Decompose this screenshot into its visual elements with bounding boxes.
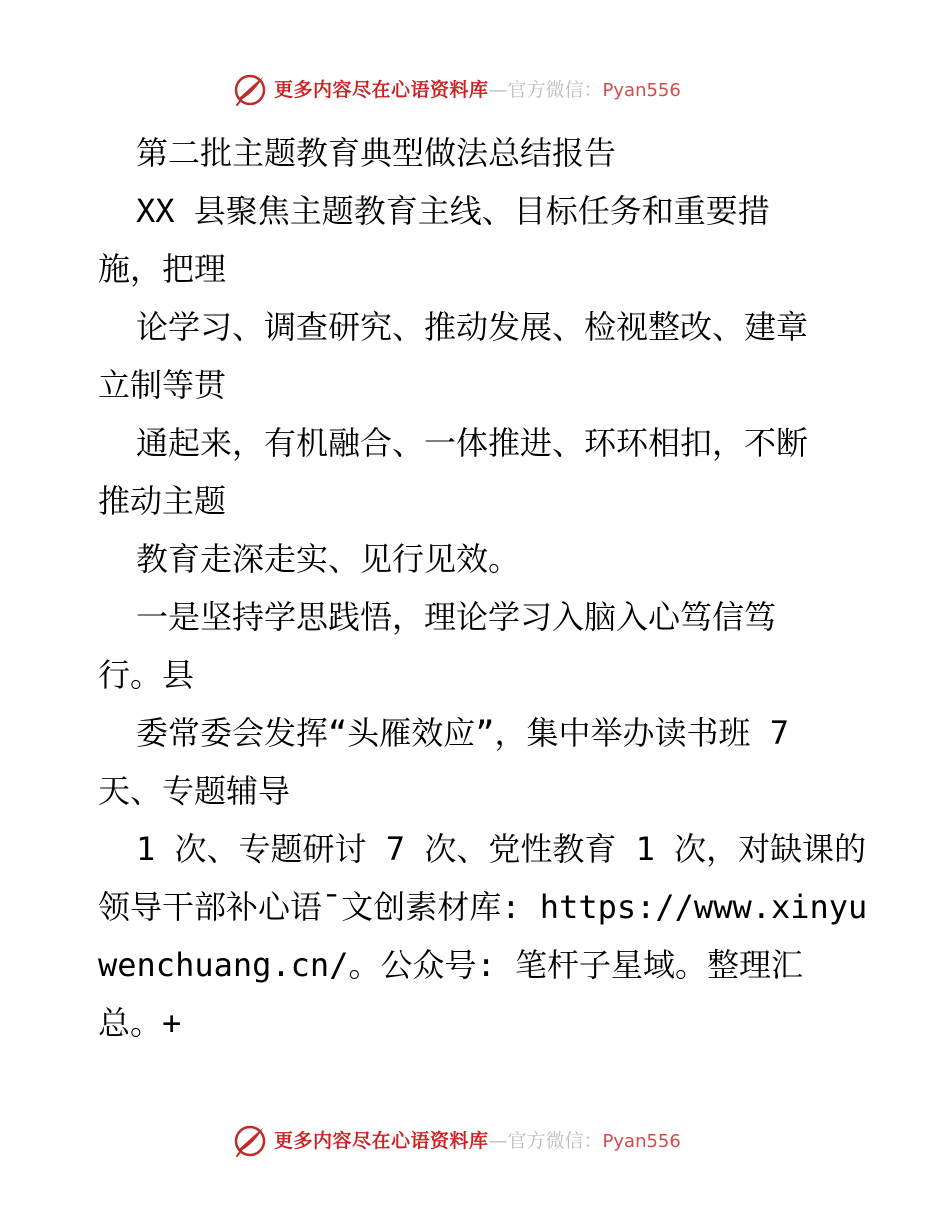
paragraph-line: 施，把理 (98, 250, 227, 288)
header-watermark-red: 更多内容尽在心语资料库 (274, 79, 489, 101)
paragraph-line: 论学习、调查研究、推动发展、检视整改、建章 (136, 308, 809, 346)
footer-watermark-wechat-label: 官方微信： (507, 1130, 603, 1152)
footer-watermark-text (274, 1129, 681, 1154)
header-watermark-wechat-id: Pyan556 (602, 80, 681, 101)
header-watermark-wechat-label: 官方微信： (507, 79, 603, 101)
paragraph-line: 第二批主题教育典型做法总结报告 (136, 134, 617, 172)
paragraph-line: XX 县聚焦主题教育主线、目标任务和重要措 (136, 192, 770, 230)
quill-pen-logo-icon (232, 72, 268, 108)
quill-pen-logo-icon (232, 1123, 268, 1159)
paragraph-line: 行。县 (98, 656, 195, 694)
header-watermark-banner (232, 70, 712, 110)
paragraph-line: 总。+ (98, 1004, 182, 1042)
paragraph-line: 一是坚持学思践悟，理论学习入脑入心笃信笃 (136, 598, 777, 636)
paragraph-line: 立制等贯 (98, 366, 227, 404)
paragraph-line: 领导干部补心语¯文创素材库: https://www.xinyu (98, 888, 868, 926)
paragraph-line: 天、专题辅导 (98, 772, 291, 810)
footer-watermark-red: 更多内容尽在心语资料库 (274, 1130, 489, 1152)
footer-watermark-banner (232, 1121, 712, 1161)
paragraph-line: 委常委会发挥“头雁效应”，集中举办读书班 7 (136, 714, 790, 752)
document-body (98, 124, 898, 1052)
paragraph-line: wenchuang.cn/。公众号: 笔杆子星域。整理汇 (98, 946, 803, 984)
footer-watermark-wechat-id: Pyan556 (602, 1131, 681, 1152)
paragraph-line: 推动主题 (98, 482, 227, 520)
paragraph-line: 1 次、专题研讨 7 次、党性教育 1 次，对缺课的 (136, 830, 867, 868)
paragraph-line: 教育走深走实、见行见效。 (136, 540, 521, 578)
header-watermark-text (274, 78, 681, 103)
header-watermark-dash: — (488, 79, 508, 101)
footer-watermark-dash: — (488, 1130, 508, 1152)
paragraph-line: 通起来，有机融合、一体推进、环环相扣，不断 (136, 424, 809, 462)
